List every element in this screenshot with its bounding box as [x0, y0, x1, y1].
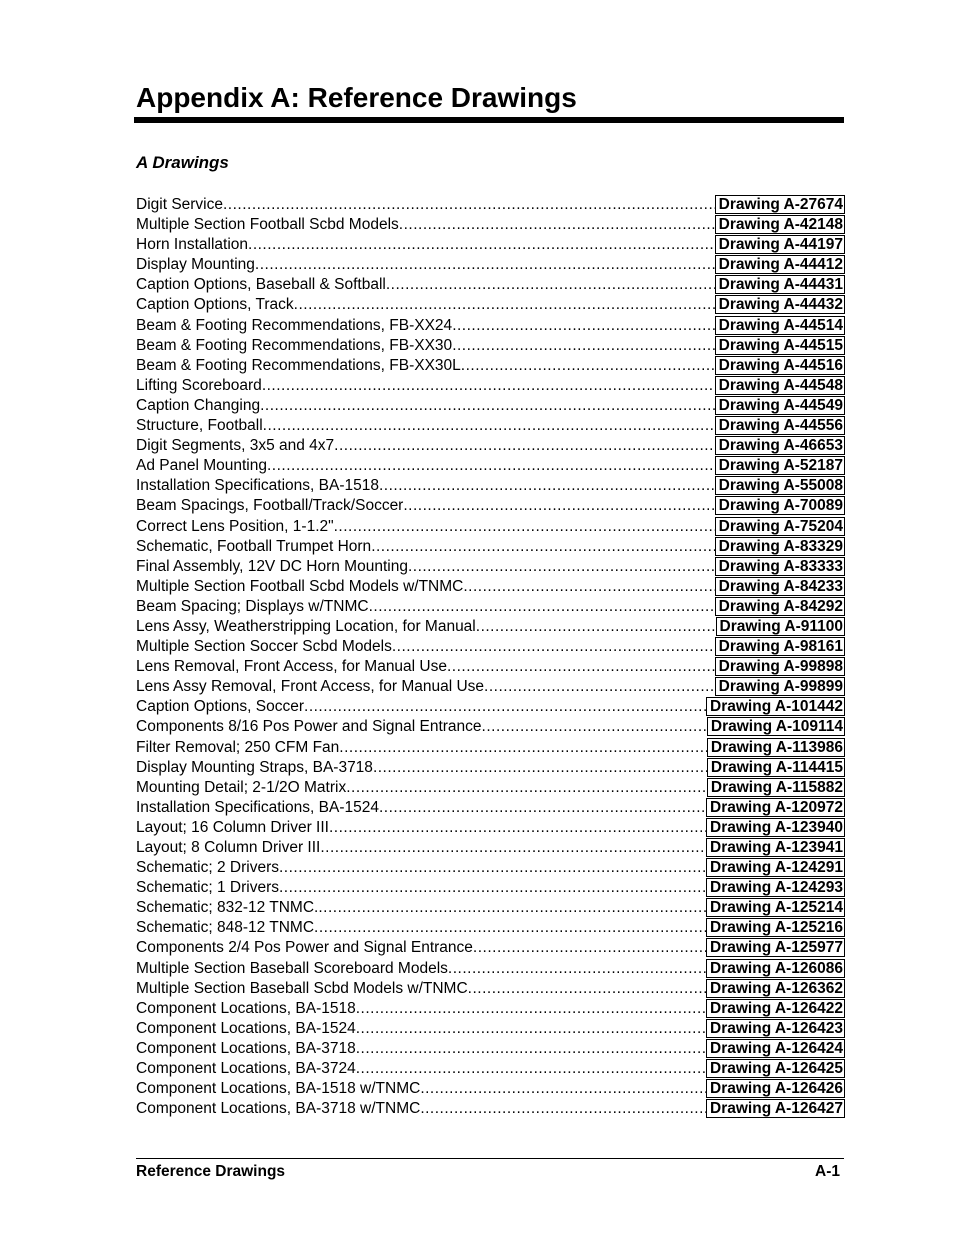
- drawing-title: Caption Options, Baseball & Softball: [136, 276, 386, 294]
- drawing-title: Lifting Scoreboard: [136, 376, 262, 394]
- dot-leader: [267, 456, 715, 476]
- drawing-reference[interactable]: Drawing A-126427: [706, 1099, 845, 1118]
- drawing-entry: [136, 316, 845, 336]
- drawing-title: Multiple Section Soccer Scbd Models: [136, 638, 392, 656]
- drawing-title: Component Locations, BA-3724: [136, 1060, 356, 1078]
- dot-leader: [314, 918, 706, 938]
- dot-leader: [255, 255, 715, 275]
- dot-leader: [356, 999, 706, 1019]
- drawing-entry: [136, 858, 845, 878]
- drawing-entry: [136, 838, 845, 858]
- dot-leader: [346, 778, 707, 798]
- drawing-reference[interactable]: Drawing A-98161: [715, 637, 845, 656]
- drawing-entry: [136, 717, 845, 737]
- drawing-reference[interactable]: Drawing A-83333: [715, 557, 845, 576]
- drawing-title: Multiple Section Baseball Scbd Models w/TNMC: [136, 979, 468, 997]
- drawing-reference[interactable]: Drawing A-115882: [707, 778, 845, 797]
- drawing-entry: [136, 255, 845, 275]
- dot-leader: [334, 517, 715, 537]
- page-title: Appendix A: Reference Drawings: [136, 82, 577, 113]
- section-heading: A Drawings: [136, 153, 229, 172]
- drawing-entry: [136, 396, 845, 416]
- drawing-title: Digit Segments, 3x5 and 4x7: [136, 437, 335, 455]
- drawing-reference[interactable]: Drawing A-44412: [715, 255, 845, 274]
- footer-section-title: Reference Drawings: [136, 1163, 286, 1180]
- drawing-entry: [136, 336, 845, 356]
- drawing-reference[interactable]: Drawing A-46653: [715, 436, 845, 455]
- drawing-reference[interactable]: Drawing A-75204: [715, 517, 845, 536]
- drawing-title: Multiple Section Football Scbd Models w/TNMC: [136, 577, 464, 595]
- drawing-reference[interactable]: Drawing A-114415: [707, 758, 845, 777]
- drawing-title: Caption Options, Track: [136, 296, 294, 314]
- drawing-list: [136, 195, 845, 1119]
- drawing-entry: [136, 1079, 845, 1099]
- drawing-reference[interactable]: Drawing A-42148: [715, 215, 845, 234]
- dot-leader: [482, 717, 707, 737]
- dot-leader: [420, 1099, 706, 1119]
- drawing-entry: [136, 577, 845, 597]
- drawing-title: Schematic, Football Trumpet Horn: [136, 537, 372, 555]
- drawing-entry: [136, 1059, 845, 1079]
- drawing-title: Beam Spacings, Football/Track/Soccer: [136, 497, 404, 515]
- dot-leader: [403, 496, 714, 516]
- drawing-title: Layout; 8 Column Driver III: [136, 839, 321, 856]
- drawing-title: Mounting Detail; 2-1/2O Matrix: [136, 778, 347, 796]
- drawing-entry: [136, 476, 845, 496]
- dot-leader: [468, 979, 706, 999]
- drawing-reference[interactable]: Drawing A-91100: [716, 617, 845, 636]
- dot-leader: [386, 275, 715, 295]
- dot-leader: [399, 215, 715, 235]
- drawing-title: Beam & Footing Recommendations, FB-XX24: [136, 316, 453, 334]
- drawing-reference[interactable]: Drawing A-126426: [706, 1079, 845, 1098]
- dot-leader: [371, 537, 714, 557]
- drawing-title: Caption Changing: [136, 396, 261, 414]
- dot-leader: [448, 959, 706, 979]
- drawing-title: Digit Service: [136, 196, 223, 213]
- drawing-title: Multiple Section Football Scbd Models: [136, 216, 399, 234]
- drawing-entry: [136, 617, 845, 637]
- dot-leader: [373, 758, 707, 778]
- drawing-title: Layout; 16 Column Driver III: [136, 818, 329, 836]
- drawing-entry: [136, 416, 845, 436]
- dot-leader: [318, 898, 706, 918]
- dot-leader: [379, 798, 706, 818]
- drawing-entry: [136, 537, 845, 557]
- drawing-title: Lens Assy, Weatherstripping Location, for Manual: [136, 617, 476, 635]
- drawing-reference[interactable]: Drawing A-44556: [715, 416, 845, 435]
- drawing-title: Beam & Footing Recommendations, FB-XX30L: [136, 356, 461, 374]
- drawing-entry: [136, 496, 845, 516]
- drawing-reference[interactable]: Drawing A-125216: [706, 918, 845, 937]
- drawing-title: Beam & Footing Recommendations, FB-XX30: [136, 336, 453, 354]
- drawing-title: Caption Options, Soccer: [136, 698, 305, 716]
- drawing-title: Correct Lens Position, 1-1.2": [136, 517, 334, 535]
- drawing-reference[interactable]: Drawing A-44197: [715, 235, 845, 254]
- drawing-title: Multiple Section Baseball Scoreboard Models: [136, 959, 448, 977]
- drawing-entry: [136, 677, 845, 697]
- drawing-title: Component Locations, BA-1518: [136, 999, 356, 1017]
- drawing-title: Display Mounting: [136, 256, 255, 274]
- dot-leader: [447, 657, 715, 677]
- dot-leader: [463, 577, 714, 597]
- drawing-entry: [136, 697, 845, 717]
- drawing-title: Components 8/16 Pos Power and Signal Entrance: [136, 718, 482, 736]
- dot-leader: [320, 838, 706, 858]
- drawing-entry: [136, 758, 845, 778]
- drawing-entry: [136, 235, 845, 255]
- dot-leader: [484, 677, 715, 697]
- dot-leader: [334, 436, 714, 456]
- dot-leader: [294, 295, 715, 315]
- drawing-title: Ad Panel Mounting: [136, 457, 267, 475]
- drawing-entry: [136, 878, 845, 898]
- drawing-reference[interactable]: Drawing A-126086: [706, 959, 845, 978]
- drawing-entry: [136, 376, 845, 396]
- dot-leader: [279, 858, 706, 878]
- drawing-title: Schematic; 848-12 TNMC: [136, 919, 315, 937]
- drawing-reference[interactable]: Drawing A-84292: [715, 597, 845, 616]
- drawing-reference[interactable]: Drawing A-124293: [706, 878, 845, 897]
- drawing-entry: [136, 456, 845, 476]
- drawing-title: Filter Removal; 250 CFM Fan: [136, 738, 340, 756]
- dot-leader: [263, 416, 715, 436]
- dot-leader: [223, 195, 715, 215]
- drawing-reference[interactable]: Drawing A-44514: [715, 316, 845, 335]
- dot-leader: [262, 376, 715, 396]
- drawing-title: Schematic; 2 Drivers: [136, 859, 279, 877]
- dot-leader: [356, 1059, 706, 1079]
- drawing-entry: [136, 295, 845, 315]
- dot-leader: [279, 878, 706, 898]
- dot-leader: [476, 617, 716, 637]
- drawing-reference[interactable]: Drawing A-44548: [715, 376, 845, 395]
- drawing-reference[interactable]: Drawing A-113986: [707, 738, 845, 757]
- drawing-reference[interactable]: Drawing A-123941: [706, 838, 845, 857]
- drawing-title: Schematic; 832-12 TNMC.: [136, 899, 319, 917]
- drawing-reference[interactable]: Drawing A-44432: [715, 295, 845, 314]
- dot-leader: [339, 738, 707, 758]
- drawing-entry: [136, 938, 845, 958]
- drawing-entry: [136, 818, 845, 838]
- drawing-title: Horn Installation: [136, 236, 249, 254]
- drawing-reference[interactable]: Drawing A-83329: [715, 537, 845, 556]
- drawing-entry: [136, 979, 845, 999]
- drawing-entry: [136, 999, 845, 1019]
- dot-leader: [461, 356, 715, 376]
- drawing-entry: [136, 557, 845, 577]
- drawing-entry: [136, 657, 845, 677]
- drawing-reference[interactable]: Drawing A-52187: [715, 456, 845, 475]
- drawing-entry: [136, 918, 845, 938]
- drawing-title: Components 2/4 Pos Power and Signal Entrance: [136, 939, 473, 957]
- drawing-entry: [136, 275, 845, 295]
- drawing-reference[interactable]: Drawing A-55008: [715, 476, 845, 495]
- footer-rule: [136, 1158, 844, 1159]
- drawing-reference[interactable]: Drawing A-101442: [706, 697, 845, 716]
- title-rule: [134, 117, 844, 123]
- drawing-title: Lens Assy Removal, Front Access, for Manual Use: [136, 678, 485, 696]
- drawing-reference[interactable]: Drawing A-70089: [715, 496, 845, 515]
- footer-page-number: A-1: [815, 1163, 840, 1180]
- drawing-title: Final Assembly, 12V DC Horn Mounting: [136, 557, 408, 575]
- dot-leader: [369, 597, 715, 617]
- dot-leader: [304, 697, 706, 717]
- dot-leader: [356, 1039, 706, 1059]
- drawing-entry: [136, 738, 845, 758]
- drawing-entry: [136, 1039, 845, 1059]
- drawing-title: Beam Spacing; Displays w/TNMC: [136, 597, 369, 615]
- drawing-reference[interactable]: Drawing A-126423: [706, 1019, 845, 1038]
- dot-leader: [408, 557, 715, 577]
- drawing-title: Schematic; 1 Drivers: [136, 879, 279, 897]
- drawing-reference[interactable]: Drawing A-120972: [706, 798, 845, 817]
- drawing-reference[interactable]: Drawing A-126425: [706, 1059, 845, 1078]
- drawing-entry: [136, 637, 845, 657]
- dot-leader: [356, 1019, 706, 1039]
- drawing-entry: [136, 1019, 845, 1039]
- drawing-reference[interactable]: Drawing A-109114: [707, 717, 845, 736]
- drawing-reference[interactable]: Drawing A-125214: [706, 898, 845, 917]
- drawing-title: Installation Specifications, BA-1524: [136, 798, 379, 816]
- drawing-title: Component Locations, BA-1518 w/TNMC: [136, 1080, 421, 1098]
- drawing-entry: [136, 778, 845, 798]
- drawing-reference[interactable]: Drawing A-27674: [715, 195, 845, 214]
- drawing-entry: [136, 215, 845, 235]
- dot-leader: [329, 818, 706, 838]
- drawing-reference[interactable]: Drawing A-126422: [706, 999, 845, 1018]
- drawing-entry: [136, 597, 845, 617]
- drawing-reference[interactable]: Drawing A-44516: [715, 356, 845, 375]
- drawing-entry: [136, 195, 845, 215]
- drawing-reference[interactable]: Drawing A-126424: [706, 1039, 845, 1058]
- drawing-entry: [136, 898, 845, 918]
- dot-leader: [248, 235, 715, 255]
- drawing-title: Lens Removal, Front Access, for Manual Use: [136, 658, 447, 676]
- drawing-reference[interactable]: Drawing A-124291: [706, 858, 845, 877]
- drawing-title: Component Locations, BA-3718 w/TNMC: [136, 1100, 421, 1118]
- drawing-title: Installation Specifications, BA-1518: [136, 477, 379, 495]
- drawing-reference[interactable]: Drawing A-126362: [706, 979, 845, 998]
- drawing-title: Component Locations, BA-1524: [136, 1019, 356, 1037]
- dot-leader: [379, 476, 715, 496]
- drawing-title: Display Mounting Straps, BA-3718: [136, 758, 373, 776]
- drawing-reference[interactable]: Drawing A-123940: [706, 818, 845, 837]
- drawing-entry: [136, 798, 845, 818]
- drawing-entry: [136, 356, 845, 376]
- drawing-reference[interactable]: Drawing A-99898: [715, 657, 845, 676]
- drawing-entry: [136, 436, 845, 456]
- dot-leader: [452, 336, 714, 356]
- drawing-reference[interactable]: Drawing A-84233: [715, 577, 845, 596]
- drawing-reference[interactable]: Drawing A-99899: [715, 677, 845, 696]
- dot-leader: [392, 637, 715, 657]
- drawing-entry: [136, 959, 845, 979]
- drawing-reference[interactable]: Drawing A-44549: [715, 396, 845, 415]
- drawing-reference[interactable]: Drawing A-44515: [715, 336, 845, 355]
- drawing-title: Component Locations, BA-3718: [136, 1039, 356, 1057]
- dot-leader: [452, 316, 714, 336]
- dot-leader: [260, 396, 715, 416]
- dot-leader: [473, 938, 706, 958]
- drawing-entry: [136, 517, 845, 537]
- drawing-reference[interactable]: Drawing A-44431: [715, 275, 845, 294]
- drawing-title: Structure, Football: [136, 417, 263, 435]
- drawing-entry: [136, 1099, 845, 1119]
- dot-leader: [420, 1079, 706, 1099]
- drawing-reference[interactable]: Drawing A-125977: [706, 938, 845, 957]
